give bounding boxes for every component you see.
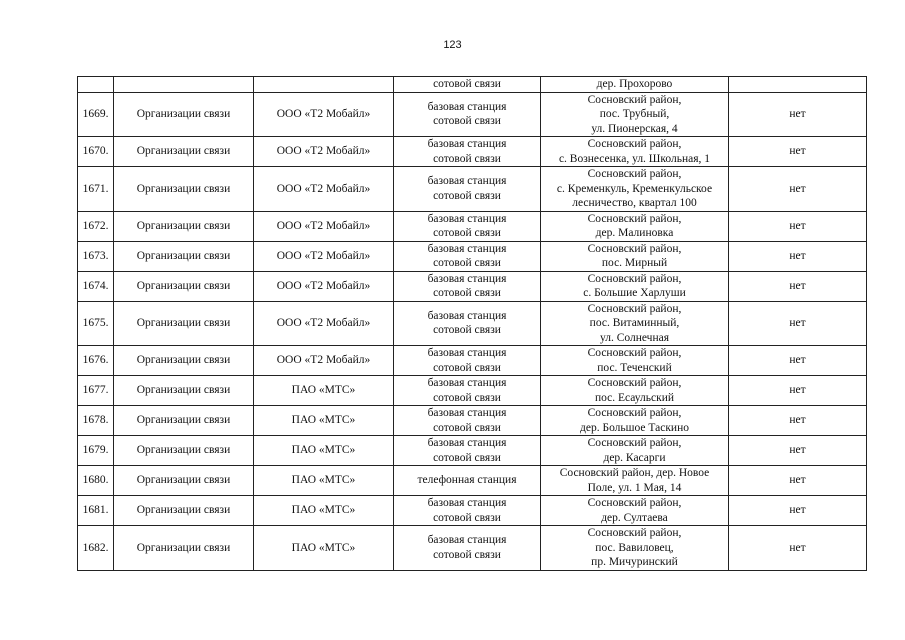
cell-address: Сосновский район, с. Большие Харлуши bbox=[541, 271, 729, 301]
cell-address: Сосновский район, дер. Касарги bbox=[541, 436, 729, 466]
cell-object: базовая станция сотовой связи bbox=[394, 496, 541, 526]
cell-organization: ООО «Т2 Мобайл» bbox=[254, 241, 394, 271]
cell-organization: ООО «Т2 Мобайл» bbox=[254, 211, 394, 241]
cell-object: базовая станция сотовой связи bbox=[394, 241, 541, 271]
registry-table-body bbox=[78, 77, 867, 571]
cell-object: базовая станция сотовой связи bbox=[394, 167, 541, 212]
cell-object: базовая станция сотовой связи bbox=[394, 346, 541, 376]
cell-note: нет bbox=[729, 406, 867, 436]
cell-object: базовая станция сотовой связи bbox=[394, 406, 541, 436]
cell-note: нет bbox=[729, 526, 867, 571]
cell-object: базовая станция сотовой связи bbox=[394, 376, 541, 406]
cell-number: 1680. bbox=[78, 466, 114, 496]
cell-number bbox=[78, 77, 114, 93]
table-row bbox=[78, 92, 867, 137]
cell-number: 1670. bbox=[78, 137, 114, 167]
cell-type: Организации связи bbox=[114, 376, 254, 406]
cell-type bbox=[114, 77, 254, 93]
cell-note: нет bbox=[729, 271, 867, 301]
cell-note: нет bbox=[729, 137, 867, 167]
cell-address: Сосновский район, дер. Султаева bbox=[541, 496, 729, 526]
cell-object: базовая станция сотовой связи bbox=[394, 211, 541, 241]
cell-organization bbox=[254, 77, 394, 93]
cell-type: Организации связи bbox=[114, 241, 254, 271]
cell-note: нет bbox=[729, 92, 867, 137]
cell-organization: ПАО «МТС» bbox=[254, 406, 394, 436]
table-row bbox=[78, 137, 867, 167]
cell-number: 1675. bbox=[78, 301, 114, 346]
cell-type: Организации связи bbox=[114, 496, 254, 526]
cell-note: нет bbox=[729, 496, 867, 526]
cell-number: 1678. bbox=[78, 406, 114, 436]
cell-type: Организации связи bbox=[114, 271, 254, 301]
table-row bbox=[78, 346, 867, 376]
cell-organization: ООО «Т2 Мобайл» bbox=[254, 271, 394, 301]
cell-address: Сосновский район, пос. Теченский bbox=[541, 346, 729, 376]
cell-object: телефонная станция bbox=[394, 466, 541, 496]
cell-number: 1672. bbox=[78, 211, 114, 241]
cell-type: Организации связи bbox=[114, 301, 254, 346]
table-row bbox=[78, 526, 867, 571]
cell-organization: ООО «Т2 Мобайл» bbox=[254, 137, 394, 167]
table-row bbox=[78, 466, 867, 496]
cell-organization: ПАО «МТС» bbox=[254, 466, 394, 496]
cell-number: 1681. bbox=[78, 496, 114, 526]
cell-organization: ПАО «МТС» bbox=[254, 436, 394, 466]
cell-object: базовая станция сотовой связи bbox=[394, 137, 541, 167]
cell-note: нет bbox=[729, 436, 867, 466]
cell-note: нет bbox=[729, 466, 867, 496]
cell-organization: ООО «Т2 Мобайл» bbox=[254, 167, 394, 212]
table-row bbox=[78, 211, 867, 241]
cell-address: Сосновский район, дер. Большое Таскино bbox=[541, 406, 729, 436]
cell-organization: ООО «Т2 Мобайл» bbox=[254, 301, 394, 346]
cell-address: Сосновский район, пос. Трубный, ул. Пионерская, 4 bbox=[541, 92, 729, 137]
cell-object: базовая станция сотовой связи bbox=[394, 436, 541, 466]
cell-object: базовая станция сотовой связи bbox=[394, 92, 541, 137]
table-row bbox=[78, 376, 867, 406]
cell-number: 1674. bbox=[78, 271, 114, 301]
cell-type: Организации связи bbox=[114, 211, 254, 241]
cell-address: Сосновский район, дер. Новое Поле, ул. 1 Мая, 14 bbox=[541, 466, 729, 496]
cell-note: нет bbox=[729, 301, 867, 346]
cell-number: 1676. bbox=[78, 346, 114, 376]
cell-type: Организации связи bbox=[114, 92, 254, 137]
cell-number: 1673. bbox=[78, 241, 114, 271]
table-row bbox=[78, 436, 867, 466]
table-row bbox=[78, 406, 867, 436]
cell-address: Сосновский район, с. Кременкуль, Кременкульское лесничество, квартал 100 bbox=[541, 167, 729, 212]
page-number: 123 bbox=[443, 39, 462, 51]
cell-address: Сосновский район, дер. Малиновка bbox=[541, 211, 729, 241]
cell-address: дер. Прохорово bbox=[541, 77, 729, 93]
cell-number: 1671. bbox=[78, 167, 114, 212]
cell-number: 1679. bbox=[78, 436, 114, 466]
registry-table bbox=[77, 76, 867, 571]
cell-type: Организации связи bbox=[114, 346, 254, 376]
cell-organization: ООО «Т2 Мобайл» bbox=[254, 92, 394, 137]
table-row bbox=[78, 496, 867, 526]
cell-organization: ПАО «МТС» bbox=[254, 526, 394, 571]
cell-note: нет bbox=[729, 346, 867, 376]
cell-note: нет bbox=[729, 167, 867, 212]
cell-type: Организации связи bbox=[114, 436, 254, 466]
cell-note: нет bbox=[729, 376, 867, 406]
cell-number: 1677. bbox=[78, 376, 114, 406]
cell-type: Организации связи bbox=[114, 466, 254, 496]
table-row bbox=[78, 271, 867, 301]
cell-address: Сосновский район, с. Вознесенка, ул. Школьная, 1 bbox=[541, 137, 729, 167]
table-row bbox=[78, 301, 867, 346]
table-row bbox=[78, 167, 867, 212]
continuation-row bbox=[78, 77, 867, 93]
cell-organization: ПАО «МТС» bbox=[254, 496, 394, 526]
cell-number: 1682. bbox=[78, 526, 114, 571]
cell-note: нет bbox=[729, 241, 867, 271]
cell-organization: ПАО «МТС» bbox=[254, 376, 394, 406]
cell-object: базовая станция сотовой связи bbox=[394, 301, 541, 346]
cell-address: Сосновский район, пос. Витаминный, ул. Солнечная bbox=[541, 301, 729, 346]
cell-object: базовая станция сотовой связи bbox=[394, 526, 541, 571]
cell-number: 1669. bbox=[78, 92, 114, 137]
cell-type: Организации связи bbox=[114, 406, 254, 436]
cell-address: Сосновский район, пос. Вавиловец, пр. Мичуринский bbox=[541, 526, 729, 571]
cell-type: Организации связи bbox=[114, 137, 254, 167]
cell-note bbox=[729, 77, 867, 93]
table-row bbox=[78, 241, 867, 271]
cell-note: нет bbox=[729, 211, 867, 241]
cell-address: Сосновский район, пос. Есаульский bbox=[541, 376, 729, 406]
cell-object: сотовой связи bbox=[394, 77, 541, 93]
cell-organization: ООО «Т2 Мобайл» bbox=[254, 346, 394, 376]
cell-type: Организации связи bbox=[114, 526, 254, 571]
cell-object: базовая станция сотовой связи bbox=[394, 271, 541, 301]
cell-address: Сосновский район, пос. Мирный bbox=[541, 241, 729, 271]
cell-type: Организации связи bbox=[114, 167, 254, 212]
